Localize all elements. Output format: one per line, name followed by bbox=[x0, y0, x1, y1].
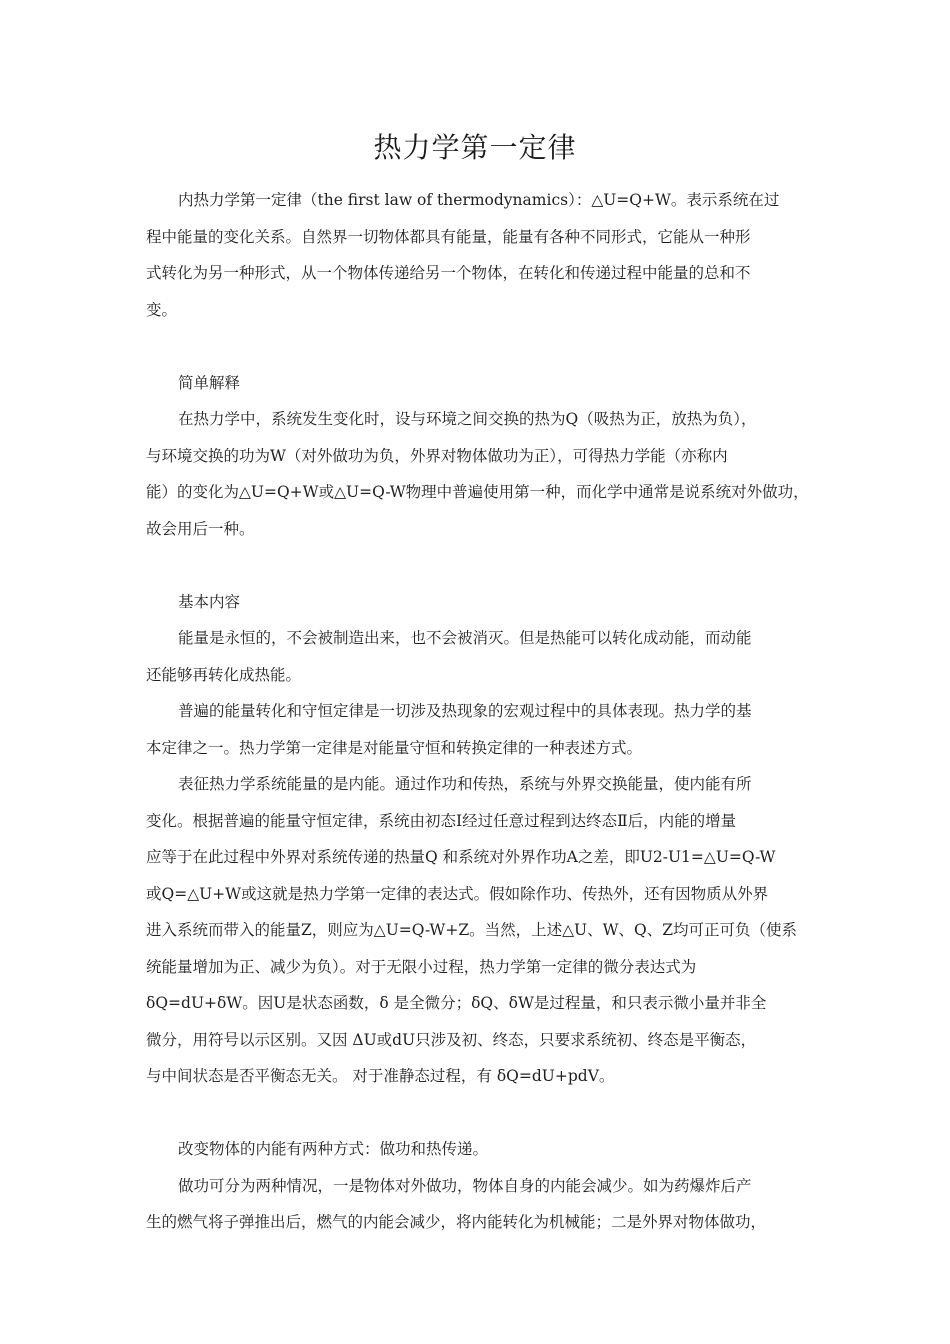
section-heading: 简单解释 bbox=[178, 373, 241, 392]
section-heading: 改变物体的内能有两种方式：做功和热传递。 bbox=[178, 1140, 489, 1158]
paragraph-line: 微分，用符号以示区别。又因 ΔU或dU只涉及初、终态，只要求系统初、终态是平衡态， bbox=[146, 1030, 757, 1049]
document-title: 热力学第一定律 bbox=[373, 131, 577, 164]
paragraph-line: 应等于在此过程中外界对系统传递的热量Q 和系统对外界作功A之差，即U2-U1=△U=Q-W bbox=[146, 848, 776, 866]
paragraph-line: 与中间状态是否平衡态无关。 对于准静态过程，有 δQ=dU+pdV。 bbox=[146, 1067, 615, 1085]
paragraph-line: 与环境交换的功为W（对外做功为负，外界对物体做功为正），可得热力学能（亦称内 bbox=[146, 446, 728, 465]
paragraph-line: 本定律之一。热力学第一定律是对能量守恒和转换定律的一种表述方式。 bbox=[146, 738, 643, 757]
document-body bbox=[146, 182, 814, 1241]
paragraph-line: 还能够再转化成热能。 bbox=[146, 665, 302, 684]
paragraph-line: 或Q=△U+W或这就是热力学第一定律的表达式。假如除作功、传热外，还有因物质从外界 bbox=[146, 884, 769, 903]
paragraph-line: 进入系统而带入的能量Z，则应为△U=Q-W+Z。当然，上述△U、W、Q、Z均可正可负（使系 bbox=[146, 921, 797, 939]
paragraph-line: 变。 bbox=[146, 300, 178, 319]
spacer bbox=[146, 328, 814, 365]
paragraph-line: 式转化为另一种形式，从一个物体传递给另一个物体，在转化和传递过程中能量的总和不 bbox=[146, 264, 751, 282]
paragraph-line: 做功可分为两种情况，一是物体对外做功，物体自身的内能会减少。如为药爆炸后产 bbox=[178, 1176, 752, 1195]
paragraph-line: 生的燃气将子弹推出后，燃气的内能会减少，将内能转化为机械能；二是外界对物体做功， bbox=[146, 1213, 767, 1231]
paragraph-line: 故会用后一种。 bbox=[146, 519, 255, 538]
paragraph-line: 在热力学中，系统发生变化时，设与环境之间交换的热为Q（吸热为正，放热为负）， bbox=[178, 410, 757, 428]
paragraph-line: 程中能量的变化关系。自然界一切物体都具有能量，能量有各种不同形式，它能从一种形 bbox=[146, 227, 751, 246]
section-simple-explanation bbox=[146, 365, 814, 548]
intro-paragraph bbox=[146, 182, 814, 328]
section-basic-content bbox=[146, 584, 814, 1095]
spacer bbox=[146, 1095, 814, 1132]
paragraph-line: 内热力学第一定律（the first law of thermodynamics）：△U=Q+W。表示系统在过 bbox=[178, 191, 780, 209]
paragraph-line: 表征热力学系统能量的是内能。通过作功和传热，系统与外界交换能量，使内能有所 bbox=[178, 775, 752, 793]
paragraph-line: δQ=dU+δW。因U是状态函数，δ 是全微分；δQ、δW是过程量，和只表示微小量并非全 bbox=[146, 994, 767, 1012]
paragraph-line: 变化。根据普遍的能量守恒定律，系统由初态Ⅰ经过任意过程到达终态Ⅱ后，内能的增量 bbox=[146, 811, 737, 830]
paragraph-line: 普遍的能量转化和守恒定律是一切涉及热现象的宏观过程中的具体表现。热力学的基 bbox=[178, 702, 752, 720]
section-heading: 基本内容 bbox=[178, 592, 241, 611]
section-change-internal-energy bbox=[146, 1131, 814, 1241]
paragraph-line: 能）的变化为△U=Q+W或△U=Q-W物理中普遍使用第一种，而化学中通常是说系统对外做功， bbox=[146, 483, 809, 501]
paragraph-line: 能量是永恒的，不会被制造出来，也不会被消灭。但是热能可以转化成动能，而动能 bbox=[178, 629, 752, 647]
paragraph-line: 统能量增加为正、减少为负）。对于无限小过程，热力学第一定律的微分表达式为 bbox=[146, 957, 697, 976]
spacer bbox=[146, 547, 814, 584]
